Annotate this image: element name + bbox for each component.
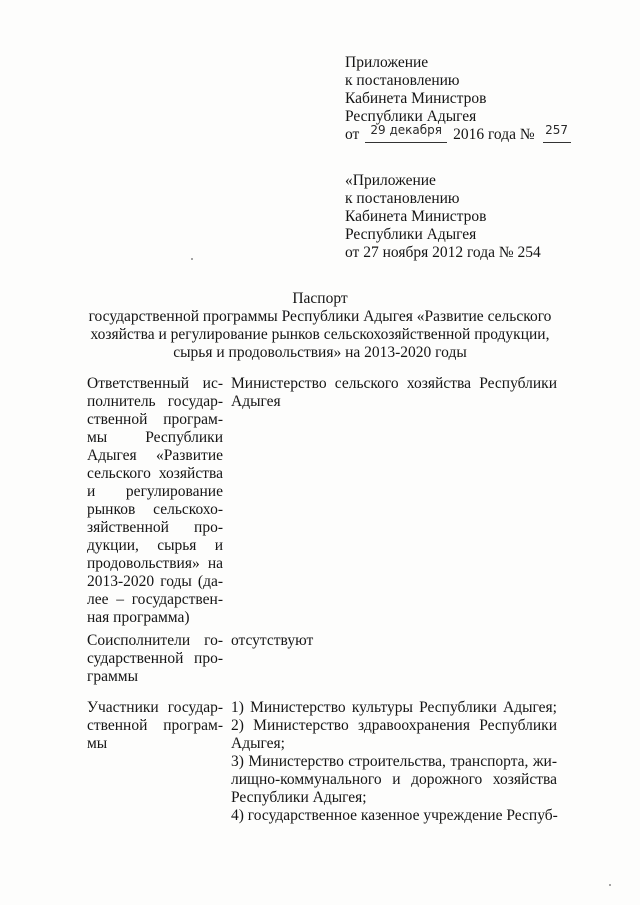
- row-label: [87, 375, 223, 627]
- appendix-current-line: Кабинета Министров: [345, 90, 487, 107]
- passport-row-responsible: [87, 375, 557, 632]
- appendix-original-line: от 27 ноября 2012 года № 254: [345, 244, 541, 261]
- scan-speck: [191, 258, 193, 260]
- label-line: Участники государ-: [87, 699, 223, 716]
- appendix-original-line: Республики Адыгея: [345, 226, 477, 243]
- label-line: мы Республики: [87, 429, 223, 446]
- label-line: ная программа): [87, 609, 190, 626]
- row-label: [87, 632, 223, 686]
- appendix-original-line: Кабинета Министров: [345, 208, 487, 225]
- passport-title-line: государственной программы Республики Адыгея «Развитие сельского: [88, 308, 552, 325]
- value-line: 4) государственное казенное учреждение Респуб-: [231, 807, 558, 824]
- row-label: [87, 699, 223, 753]
- label-line: 2013-2020 годы (да-: [87, 573, 223, 590]
- label-line: дукции, сырья и: [87, 537, 223, 554]
- date-prefix: от: [345, 126, 360, 143]
- passport-title-line: сырья и продовольствия» на 2013-2020 годы: [173, 344, 467, 361]
- label-line: полнитель государ-: [87, 393, 223, 410]
- row-value: [231, 699, 557, 825]
- number-fill-field: [543, 123, 571, 143]
- value-line: Республики Адыгея;: [231, 789, 367, 806]
- passport-row-participants: [87, 699, 557, 825]
- appendix-current-line: к постановлению: [345, 72, 460, 89]
- label-line: Соисполнители го-: [87, 632, 223, 649]
- value-line: Адыгея;: [231, 735, 285, 752]
- appendix-original-line: «Приложение: [345, 172, 436, 189]
- label-line: Ответственный ис-: [87, 375, 223, 392]
- label-line: продовольствия» на: [87, 555, 223, 572]
- label-line: мы: [87, 735, 108, 752]
- label-line: сударственной про-: [87, 650, 223, 667]
- passport-table: [87, 375, 557, 825]
- value-line: Министерство сельского хозяйства Республики: [231, 375, 557, 392]
- passport-title: [60, 290, 580, 362]
- label-line: ственной програм-: [87, 411, 223, 428]
- value-line: лищно-коммунального и дорожного хозяйства: [231, 771, 557, 788]
- label-line: граммы: [87, 668, 139, 685]
- handwritten-number: 257: [545, 123, 568, 137]
- value-line: 1) Министерство культуры Республики Адыгея;: [231, 699, 557, 716]
- label-line: сельского хозяйства: [87, 465, 223, 482]
- row-value: [231, 375, 557, 411]
- appendix-original: [345, 172, 541, 262]
- label-line: зяйственной про-: [87, 519, 223, 536]
- label-line: рынков сельскохо-: [87, 501, 223, 518]
- appendix-current-line: Приложение: [345, 54, 429, 71]
- label-line: ственной програм-: [87, 717, 223, 734]
- passport-row-coexecutors: [87, 632, 557, 699]
- appendix-current: [345, 54, 571, 144]
- appendix-current-line: Республики Адыгея: [345, 108, 477, 125]
- label-line: лее – государствен-: [87, 591, 223, 608]
- date-fill-field: [365, 123, 447, 143]
- year-text: 2016 года №: [453, 126, 535, 143]
- label-line: Адыгея «Развитие: [87, 447, 223, 464]
- label-line: и регулирование: [87, 483, 223, 500]
- value-line: 2) Министерство здравоохранения Республики: [231, 717, 557, 734]
- value-line: отсутствуют: [231, 632, 314, 649]
- row-value: [231, 632, 557, 650]
- scan-speck: [609, 884, 611, 886]
- handwritten-date: 29 декабря: [370, 123, 442, 137]
- value-line: Адыгея: [231, 393, 281, 410]
- passport-title-line: хозяйства и регулирование рынков сельскохозяйственной продукции,: [90, 326, 550, 343]
- passport-title-line: Паспорт: [292, 290, 348, 307]
- appendix-current-date-line: [345, 123, 571, 144]
- value-line: 3) Министерство строительства, транспорта, жи-: [231, 753, 557, 770]
- appendix-original-line: к постановлению: [345, 190, 460, 207]
